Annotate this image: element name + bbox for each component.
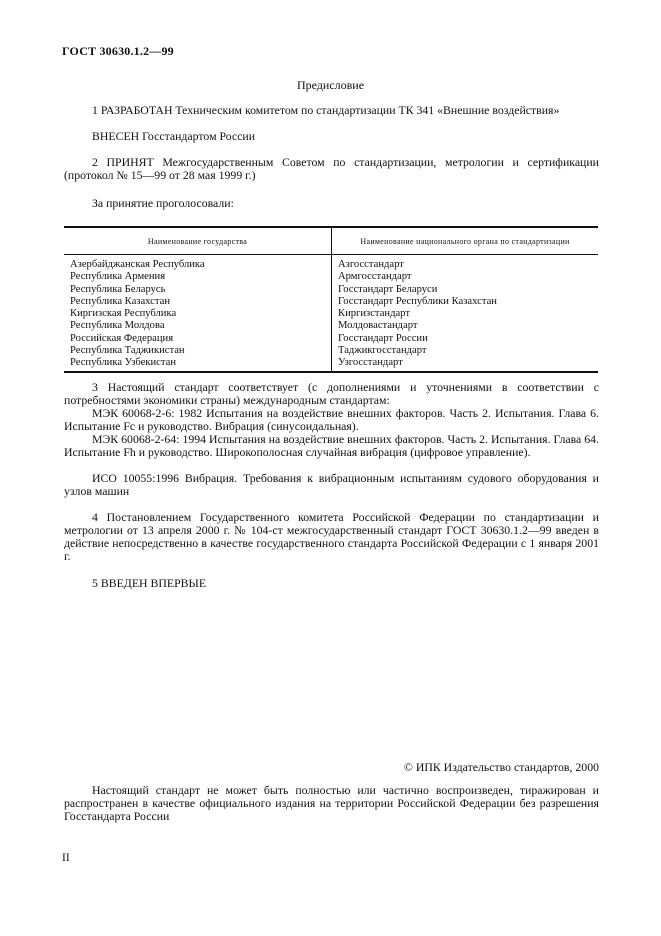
state-name: Киргизская Республика [70, 308, 177, 320]
table-row [64, 271, 598, 283]
standards-body: Молдовастандарт [332, 320, 599, 332]
table-row [64, 345, 598, 357]
standards-body: Госстандарт Беларуси [332, 284, 599, 296]
table-row [64, 255, 598, 272]
table-row [64, 320, 598, 332]
state-name: Республика Армения [70, 271, 166, 283]
state-name: Республика Беларусь [70, 283, 166, 295]
state-name: Российская Федерация [70, 332, 174, 344]
standards-body: Узгосстандарт [332, 357, 599, 371]
table-row [64, 284, 598, 296]
state-name: Республика Таджикистан [70, 345, 185, 357]
paragraph-resolution: 4 Постановлением Государственного комитета Российской Федерации по стандартизации и метрологии от 13 апреля 2000 г. № 104-ст межгосударственный стандарт ГОСТ 30630.1.2—99 введен в действие непосредственно в качестве государственного стандарта Российской Федерации с 1 января 2001 г. [64, 510, 599, 563]
paragraph-iso-10055: ИСО 10055:1996 Вибрация. Требования к вибрационным испытаниям судового оборудования и узлов машин [64, 471, 599, 498]
state-name: Республика Узбекистан [64, 357, 332, 371]
paragraph-iec-60068-2-64: МЭК 60068-2-64: 1994 Испытания на воздействие внешних факторов. Часть 2. Испытания. Глава 64. Испытание Fh и руководство. Широкополосная случайная вибрация (цифровое управление). [64, 432, 599, 459]
paragraph-adopted: 2 ПРИНЯТ Межгосударственным Советом по стандартизации, метрологии и сертификации (протокол № 15—99 от 28 мая 1999 г.) [64, 155, 599, 182]
vote-caption: За принятие проголосовали: [92, 196, 234, 210]
standards-body: Госстандарт Республики Казахстан [332, 296, 599, 308]
paragraph-iec-60068-2-6: МЭК 60068-2-6: 1982 Испытания на воздействие внешних факторов. Часть 2. Испытания. Глава 6. Испытание Fc и руководство. Вибрация (синусоидальная). [64, 406, 599, 433]
copyright-notice: © ИПК Издательство стандартов, 2000 [403, 760, 599, 774]
column-header-state: Наименование государства [64, 227, 332, 255]
paragraph-conformity: 3 Настоящий стандарт соответствует (с дополнениями и уточнениями в соответствии с потребностями экономики страны) международным стандартам: [64, 380, 599, 407]
table-row [64, 357, 598, 371]
document-header: ГОСТ 30630.1.2—99 [62, 44, 174, 58]
table-row [64, 333, 598, 345]
page-number: II [62, 852, 70, 864]
state-name: Республика Казахстан [70, 295, 171, 307]
state-name: Республика Молдова [70, 320, 165, 332]
column-header-body: Наименование национального органа по стандартизации [332, 227, 599, 255]
table-row [64, 296, 598, 308]
paragraph-introduced: ВНЕСЕН Госстандартом России [92, 129, 256, 143]
state-name: Азербайджанская Республика [70, 259, 205, 270]
reproduction-notice: Настоящий стандарт не может быть полностью или частично воспроизведен, тиражирован и распространен в качестве официального издания на территории Российской Федерации без разрешения Госстандарта России [64, 783, 599, 823]
standards-body: Госстандарт России [332, 333, 599, 345]
standards-body: Киргизстандарт [332, 308, 599, 320]
section-title: Предисловие [296, 78, 365, 92]
states-table [64, 226, 598, 373]
standards-body: Азгосстандарт [332, 255, 599, 272]
paragraph-developed: 1 РАЗРАБОТАН Техническим комитетом по стандартизации ТК 341 «Внешние воздействия» [92, 103, 560, 117]
table-row [64, 308, 598, 320]
paragraph-first-introduced: 5 ВВЕДЕН ВПЕРВЫЕ [92, 576, 207, 590]
standards-body: Армгосстандарт [332, 271, 599, 283]
standards-body: Таджикгосстандарт [332, 345, 599, 357]
